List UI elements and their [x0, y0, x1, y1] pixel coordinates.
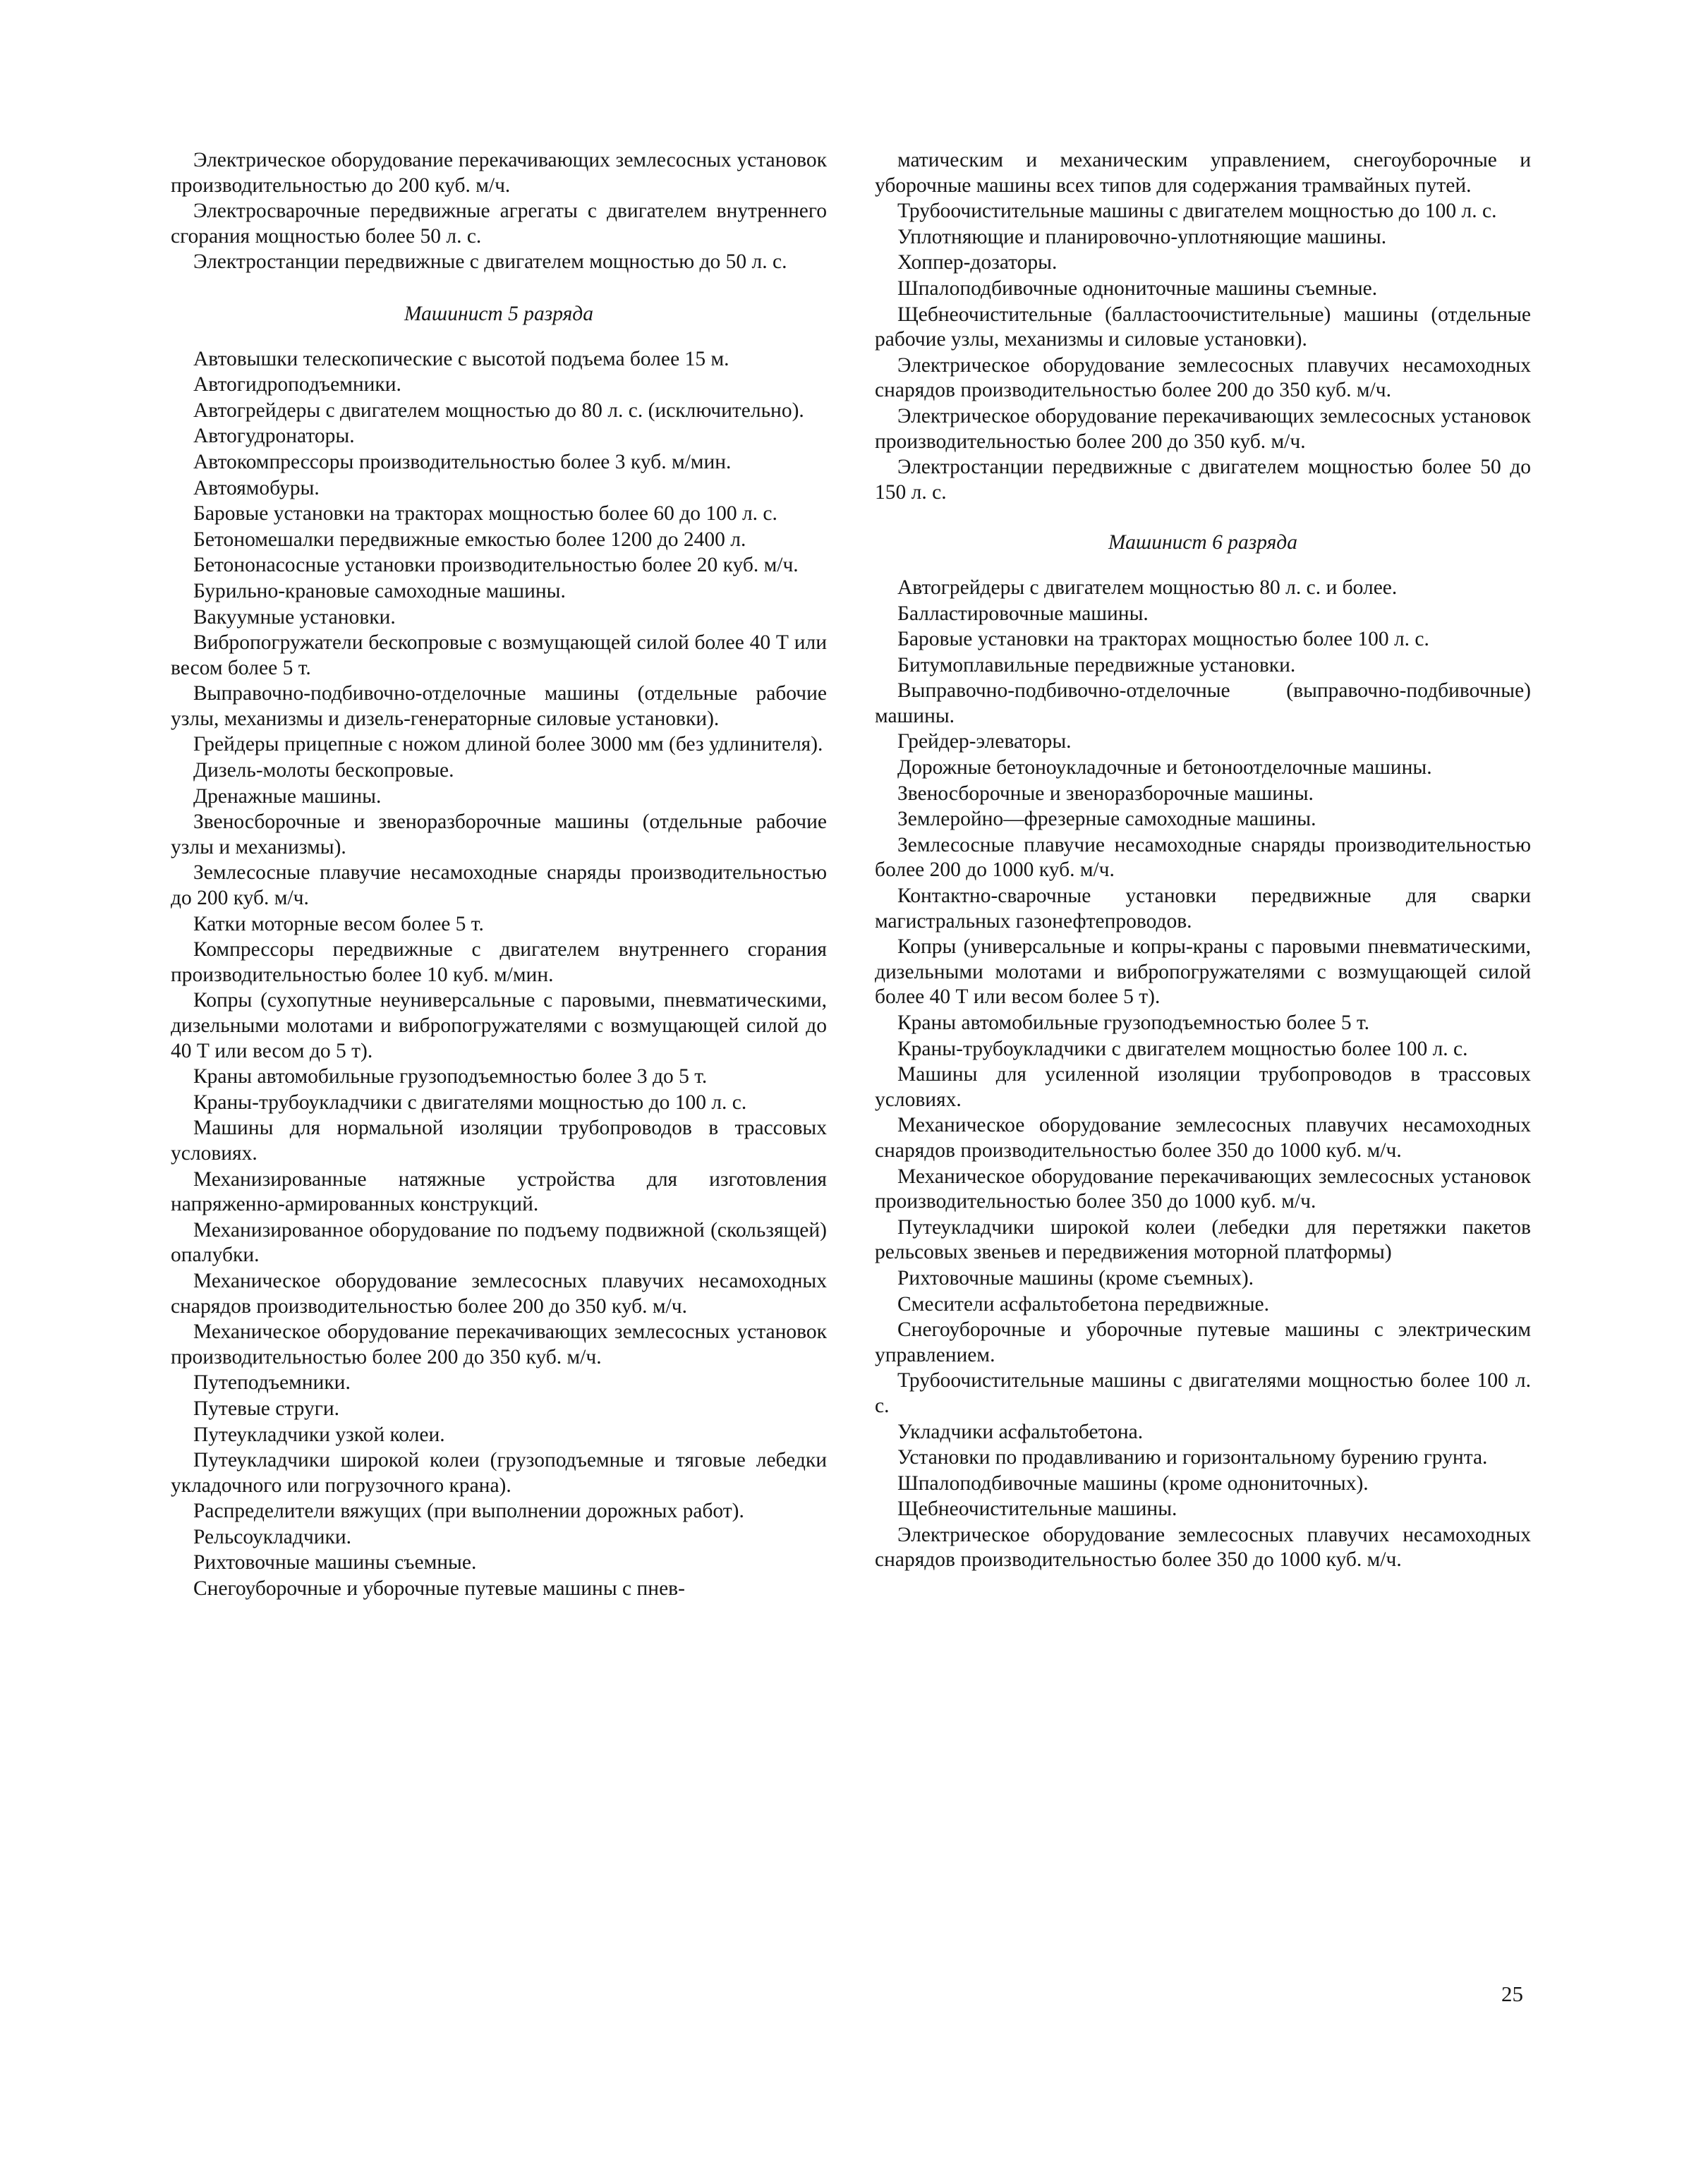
list-item: Хоппер-дозаторы. [897, 251, 1058, 274]
list-item: Краны автомобильные грузоподъемностью более 3 до 5 т. [193, 1065, 708, 1088]
grade-6-list [875, 576, 1531, 1573]
list-item: Установки по продавливанию и горизонтальному бурению грунта. [897, 1446, 1488, 1469]
list-item: Автокомпрессоры производительностью более 3 куб. м/мин. [193, 450, 732, 473]
list-item: Бурильно-крановые самоходные машины. [193, 579, 566, 602]
grade-5-list [171, 347, 827, 1602]
list-item: Механическое оборудование перекачивающих землесосных установок производительностью более 200 до 350 куб. м/ч. [171, 1321, 827, 1368]
list-item: Щебнеочистительные машины. [897, 1498, 1177, 1521]
list-item: Битумоплавильные передвижные установки. [897, 653, 1296, 676]
list-item: Землесосные плавучие несамоходные снаряды производительностью более 200 до 1000 куб. м/ч. [875, 833, 1531, 882]
list-item: Механизированные натяжные устройства для изготовления напряженно-армированных конструкций. [171, 1167, 827, 1216]
list-item: Путеукладчики узкой колеи. [193, 1423, 445, 1446]
list-item: Механизированное оборудование по подъему подвижной (скользящей) опалубки. [171, 1218, 827, 1267]
list-item: Дорожные бетоноукладочные и бетоноотделочные машины. [897, 756, 1432, 779]
paragraph: Электрическое оборудование перекачивающих землесосных установок производительностью до 200 куб. м/ч. [171, 149, 827, 197]
list-item: Механическое оборудование перекачивающих землесосных установок производительностью более 350 до 1000 куб. м/ч. [875, 1165, 1531, 1213]
list-item: Путеукладчики широкой колеи (грузоподъемные и тяговые лебедки укладочного или погрузочного крана). [171, 1449, 827, 1497]
list-item: Рельсоукладчики. [193, 1525, 352, 1548]
list-item: Грейдеры прицепные с ножом длиной более 3000 мм (без удлинителя). [193, 733, 823, 756]
list-item: Выправочно-подбивочно-отделочные машины (отдельные рабочие узлы, механизмы и дизель-генераторные силовые установки). [171, 682, 827, 730]
list-item: Путеподъемники. [193, 1371, 351, 1395]
list-item: Электрическое оборудование землесосных плавучих несамоходных снарядов производительностью более 350 до 1000 куб. м/ч. [875, 1523, 1531, 1572]
list-item: Катки моторные весом более 5 т. [193, 912, 484, 935]
list-item: Компрессоры передвижные с двигателем внутреннего сгорания производительностью более 10 куб. м/мин. [171, 938, 827, 986]
list-item: Механическое оборудование землесосных плавучих несамоходных снарядов производительностью более 200 до 350 куб. м/ч. [171, 1269, 827, 1318]
list-item: Снегоуборочные и уборочные путевые машины с электрическим управлением. [875, 1318, 1531, 1366]
list-item: Автогрейдеры с двигателем мощностью до 80 л. с. (исключительно). [193, 399, 804, 422]
list-item: Бетононасосные установки производительностью более 20 куб. м/ч. [193, 554, 799, 577]
list-item: Электрическое оборудование землесосных плавучих несамоходных снарядов производительностью более 200 до 350 куб. м/ч. [875, 353, 1531, 402]
list-item: Выправочно-подбивочно-отделочные (выправочно-подбивочные) машины. [875, 679, 1531, 727]
list-item: Электрическое оборудование перекачивающих землесосных установок производительностью более 200 до 350 куб. м/ч. [875, 404, 1531, 453]
list-item: Копры (универсальные и копры-краны с паровыми пневматическими, дизельными молотами и вибропогружателями с возмущающей силой более 40 Т или весом более 5 т). [875, 935, 1531, 1009]
list-item: Щебнеочистительные (балластоочистительные) машины (отдельные рабочие узлы, механизмы и силовые установки). [875, 303, 1531, 351]
list-item: Вакуумные установки. [193, 605, 396, 629]
list-item: Краны-трубоукладчики с двигателем мощностью более 100 л. с. [897, 1037, 1468, 1060]
list-item: Землеройно—фрезерные самоходные машины. [897, 808, 1316, 831]
list-item: Уплотняющие и планировочно-уплотняющие машины. [897, 225, 1387, 248]
grade-5-list-continuation [875, 148, 1531, 505]
list-item: Землесосные плавучие несамоходные снаряды производительностью до 200 куб. м/ч. [171, 861, 827, 910]
list-item: Автоямобуры. [193, 476, 320, 499]
right-column [875, 148, 1531, 1574]
list-item: Автогидроподъемники. [193, 373, 401, 396]
list-item: Укладчики асфальтобетона. [897, 1420, 1144, 1443]
list-item: Копры (сухопутные неуниверсальные с паровыми, пневматическими, дизельными молотами и вибропогружателями с возмущающей силой до 40 Т или весом до 5 т). [171, 989, 827, 1062]
list-item: матическим и механическим управлением, снегоуборочные и уборочные машины всех типов для содержания трамвайных путей. [875, 149, 1531, 197]
list-item: Смесители асфальтобетона передвижные. [897, 1292, 1269, 1316]
list-item: Автогрейдеры с двигателем мощностью 80 л. с. и более. [897, 576, 1398, 599]
list-item: Машины для нормальной изоляции трубопроводов в трассовых условиях. [171, 1117, 827, 1165]
section-heading-grade-6: Машинист 6 разряда [1108, 531, 1297, 554]
list-item: Звеносборочные и звеноразборочные машины (отдельные рабочие узлы и механизмы). [171, 811, 827, 858]
list-item: Рихтовочные машины (кроме съемных). [897, 1266, 1254, 1289]
list-item: Путеукладчики широкой колеи (лебедки для перетяжки пакетов рельсовых звеньев и передвижения моторной платформы) [875, 1215, 1531, 1264]
list-item: Балластировочные машины. [897, 602, 1149, 625]
list-item: Баровые установки на тракторах мощностью более 60 до 100 л. с. [193, 502, 777, 526]
list-item: Вибропогружатели бескопровые с возмущающей силой более 40 Т или весом более 5 т. [171, 631, 827, 679]
list-item: Шпалоподбивочные машины (кроме однониточных). [897, 1471, 1369, 1495]
section-heading-grade-5: Машинист 5 разряда [404, 302, 593, 325]
list-item: Дренажные машины. [193, 784, 382, 808]
list-item: Рихтовочные машины съемные. [193, 1551, 477, 1574]
list-item: Грейдер-элеваторы. [897, 730, 1072, 753]
list-item: Электростанции передвижные с двигателем мощностью более 50 до 150 л. с. [875, 456, 1531, 504]
list-item: Шпалоподбивочные однониточные машины съемные. [897, 277, 1378, 300]
list-item: Механическое оборудование землесосных плавучих несамоходных снарядов производительностью более 350 до 1000 куб. м/ч. [875, 1114, 1531, 1162]
list-item: Краны автомобильные грузоподъемностью более 5 т. [897, 1012, 1370, 1034]
list-item: Машины для усиленной изоляции трубопроводов в трассовых условиях. [875, 1063, 1531, 1111]
list-item: Автовышки телескопические с высотой подъема более 15 м. [193, 347, 729, 370]
page-number: 25 [1501, 1981, 1523, 2006]
left-column [171, 148, 827, 1603]
list-item: Трубоочистительные машины с двигателями мощностью более 100 л. с. [875, 1369, 1531, 1417]
list-item: Автогудронаторы. [193, 425, 355, 448]
list-item: Звеносборочные и звеноразборочные машины. [897, 782, 1314, 805]
list-item: Контактно-сварочные установки передвижные для сварки магистральных газонефтепроводов. [875, 885, 1531, 933]
list-item: Дизель-молоты бескопровые. [193, 759, 454, 782]
list-item: Снегоуборочные и уборочные путевые машины с пнев- [193, 1577, 685, 1601]
list-item: Бетономешалки передвижные емкостью более 1200 до 2400 л. [193, 528, 746, 551]
list-item: Баровые установки на тракторах мощностью более 100 л. с. [897, 628, 1429, 651]
list-item: Распределители вяжущих (при выполнении дорожных работ). [193, 1500, 744, 1523]
paragraph: Электросварочные передвижные агрегаты с двигателем внутреннего сгорания мощностью более 50 л. с. [171, 200, 827, 248]
list-item: Краны-трубоукладчики с двигателями мощностью до 100 л. с. [193, 1091, 747, 1114]
list-item: Путевые струги. [193, 1397, 339, 1420]
paragraph: Электростанции передвижные с двигателем мощностью до 50 л. с. [193, 250, 787, 274]
list-item: Трубоочистительные машины с двигателем мощностью до 100 л. с. [897, 200, 1497, 223]
